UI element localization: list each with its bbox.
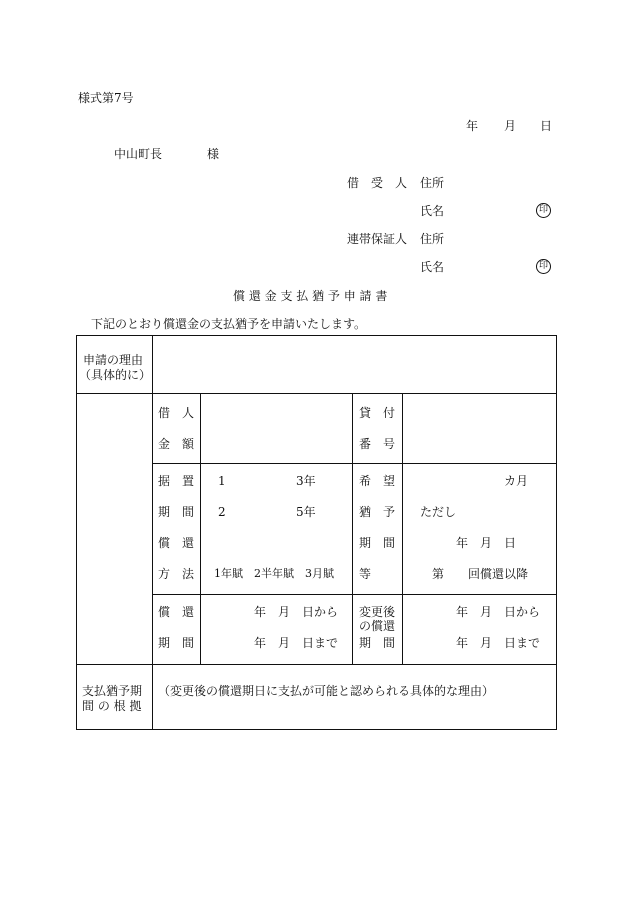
method-value-4: 5年 [296,505,316,519]
after-label-line2: の償還 [359,619,396,633]
borrower-address-label: 住所 [420,176,445,190]
desired-label-2: 猶 予 [359,505,396,519]
loan-number-label-line2: 番 号 [359,437,396,451]
form-number: 様式第7号 [78,91,134,105]
after-label-line1: 変更後 [359,605,396,619]
borrower-name-label: 氏名 [420,204,445,218]
document-title: 償 還 金 支 払 猶 予 申 請 書 [233,289,388,303]
loan-amount-label-line2: 金 額 [158,437,195,451]
method-label-3: 償 還 [158,536,195,550]
intro-text: 下記のとおり償還金の支払猶予を申請いたします。 [91,317,367,331]
method-value-1: 1 [218,474,226,488]
addressee-name: 中山町長 [114,147,163,161]
desired-months: カ月 [504,474,529,488]
desired-from: 第 回償還以降 [432,567,529,581]
basis-label-line2: 間 の 根 拠 [82,699,142,713]
basis-label-line1: 支払猶予期 [82,684,143,698]
desired-label-4: 等 [359,567,372,581]
period-label-line2: 期 間 [158,636,195,650]
guarantor-role: 連帯保証人 [347,232,408,246]
method-value-3: 3年 [296,474,316,488]
desired-date: 年 月 日 [456,536,517,550]
loan-number-label-line1: 貸 付 [359,406,396,420]
desired-label-1: 希 望 [359,474,396,488]
desired-note: ただし [420,505,457,519]
guarantor-seal-icon: 印 [536,259,551,274]
desired-label-3: 期 間 [359,536,396,550]
reason-label-line2: （具体的に） [79,368,152,382]
period-label-line1: 償 還 [158,605,195,619]
basis-note: （変更後の償還期日に支払が可能と認められる具体的な理由） [158,684,495,698]
period-to: 年 月 日まで [254,636,339,650]
addressee-honorific: 様 [207,147,220,161]
after-to: 年 月 日まで [456,636,541,650]
date-day: 日 [540,119,553,133]
date-month: 月 [504,119,517,133]
guarantor-name-label: 氏名 [420,260,445,274]
method-label-1: 据 置 [158,474,195,488]
guarantor-address-label: 住所 [420,232,445,246]
method-value-2: 2 [218,505,226,519]
after-from: 年 月 日から [456,605,541,619]
loan-amount-label-line1: 借 人 [158,406,195,420]
borrower-role: 借 受 人 [347,176,408,190]
method-types: 1年賦 2半年賦 3月賦 [214,567,334,580]
date-year: 年 [466,119,479,133]
borrower-seal-icon: 印 [536,203,551,218]
after-label-line3: 期 間 [359,636,396,650]
method-label-4: 方 法 [158,567,195,581]
reason-label-line1: 申請の理由 [83,353,144,367]
period-from: 年 月 日から [254,605,339,619]
method-label-2: 期 間 [158,505,195,519]
